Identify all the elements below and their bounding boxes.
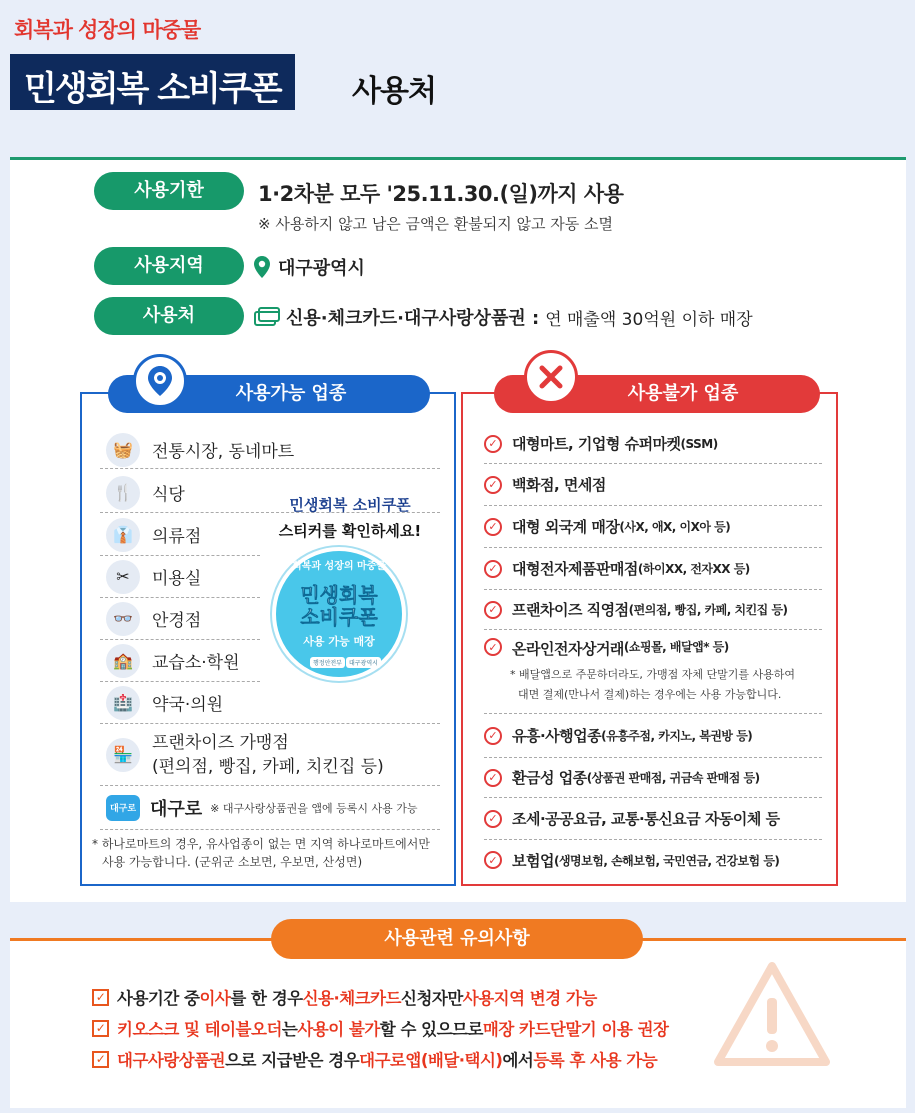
checkbox-icon: ✓	[92, 1051, 109, 1068]
daeguro-label: 대구로	[150, 798, 203, 820]
region-text: 대구광역시	[278, 258, 365, 279]
notice-title: 사용관련 유의사항	[271, 919, 643, 959]
check-circle-icon: ✓	[484, 560, 502, 578]
allowed-badge	[133, 354, 187, 408]
allowed-title: 사용가능 업종	[108, 375, 430, 413]
notice-item: ✓ 사용기간 중 이사 를 한 경우 신용·체크카드 신청자만 사용지역 변경 가능	[92, 985, 597, 1009]
sticker-main: 민생회복 소비쿠폰	[300, 583, 378, 629]
disallowed-item: ✓ 조세·공공요금, 교통·통신요금 자동이체 등	[484, 798, 822, 840]
location-pin-icon	[147, 365, 173, 397]
card-icon	[254, 307, 280, 327]
disallowed-item: ✓ 대형전자제품판매점 (하이XX, 전자XX 등)	[484, 548, 822, 590]
place-label: 사용처	[94, 297, 244, 335]
online-note: * 배달앱으로 주문하더라도, 가맹점 자체 단말기를 사용하여 대면 결제(만나서 결제)하는 경우에는 사용 가능합니다.	[510, 668, 795, 701]
school-icon: 🏫	[106, 644, 140, 678]
location-pin-icon	[254, 256, 270, 278]
franchise-store-icon: 🏪	[106, 738, 140, 772]
period-label: 사용기한	[94, 172, 244, 210]
allowed-item: ✂ 미용실	[100, 556, 260, 598]
notice-item: ✓ 대구사랑상품권 으로 지급받은 경우 대구로앱(배달·택시) 에서 등록 후 사용 가능	[92, 1047, 657, 1071]
mois-logo: 행정안전부	[310, 657, 345, 668]
disallowed-item: ✓ 유흥·사행업종 (유흥주점, 카지노, 복권방 등)	[484, 714, 822, 758]
check-circle-icon: ✓	[484, 638, 502, 656]
daegu-logo: 대구광역시	[346, 657, 381, 668]
period-note: ※ 사용하지 않고 남은 금액은 환불되지 않고 자동 소멸	[258, 215, 614, 233]
daeguro-note: ※ 대구사랑상품권을 앱에 등록시 사용 가능	[210, 801, 418, 815]
clothing-hanger-icon: 👔	[106, 518, 140, 552]
slogan: 회복과 성장의 마중물	[14, 18, 201, 42]
disallowed-item: ✓ 프랜차이즈 직영점 (편의점, 빵집, 카페, 치킨집 등)	[484, 590, 822, 630]
allowed-item: 🏥 약국·의원	[100, 682, 440, 724]
checkbox-icon: ✓	[92, 989, 109, 1006]
allowed-item: 👓 안경점	[100, 598, 260, 640]
notice-item: ✓ 키오스크 및 테이블오더 는 사용이 불가 할 수 있으므로 매장 카드단말기 이용 권장	[92, 1016, 668, 1040]
place-text: 연 매출액 30억원 이하 매장	[545, 309, 753, 330]
daeguro-row	[100, 786, 440, 830]
place-row	[254, 304, 753, 330]
check-circle-icon: ✓	[484, 769, 502, 787]
disallowed-item: ✓ 백화점, 면세점	[484, 464, 822, 506]
sticker-arc-text: 회복과 성장의 마중물	[292, 561, 386, 572]
pharmacy-icon: 🏥	[106, 686, 140, 720]
region-row	[254, 254, 365, 280]
daeguro-app-icon: 대구로	[106, 795, 140, 821]
allowed-item: 👔 의류점	[100, 514, 260, 556]
place-bold: 신용·체크카드·대구사랑상품권 :	[286, 308, 540, 329]
period-text: 1·2차분 모두 '25.11.30.(일)까지 사용	[258, 182, 624, 206]
warning-triangle-icon	[712, 960, 832, 1072]
check-circle-icon: ✓	[484, 435, 502, 453]
check-circle-icon: ✓	[484, 727, 502, 745]
check-circle-icon: ✓	[484, 810, 502, 828]
allowed-item: 🏪 프랜차이즈 가맹점 (편의점, 빵집, 카페, 치킨집 등)	[100, 724, 440, 786]
scissors-icon: ✂	[106, 560, 140, 594]
disallowed-item: ✓ 대형 외국계 매장 (사X, 애X, 이X아 등)	[484, 506, 822, 548]
allowed-item: 🧺 전통시장, 동네마트	[100, 431, 440, 469]
disallowed-title: 사용불가 업종	[494, 375, 820, 413]
sticker-sub: 사용 가능 매장	[303, 635, 375, 648]
check-circle-icon: ✓	[484, 851, 502, 869]
disallowed-item: ✓ 대형마트, 기업형 슈퍼마켓 (SSM)	[484, 424, 822, 464]
sticker-prompt: 민생회복 소비쿠폰 스티커를 확인하세요!	[278, 496, 422, 540]
page-title-suffix: 사용처	[352, 74, 436, 109]
hanaro-note: * 하나로마트의 경우, 유사업종이 없는 면 지역 하나로마트에서만 사용 가능합니다. (군위군 소보면, 우보면, 산성면)	[92, 837, 430, 869]
check-circle-icon: ✓	[484, 476, 502, 494]
allowed-item: 🏫 교습소·학원	[100, 640, 260, 682]
x-mark-icon	[538, 364, 564, 390]
allowed-item: 🍴 식당	[100, 473, 440, 513]
page-title: 민생회복 소비쿠폰	[10, 54, 295, 110]
check-circle-icon: ✓	[484, 518, 502, 536]
checkbox-icon: ✓	[92, 1020, 109, 1037]
disallowed-item: ✓ 환금성 업종 (상품권 판매점, 귀금속 판매점 등)	[484, 758, 822, 798]
region-label: 사용지역	[94, 247, 244, 285]
disallowed-badge	[524, 350, 578, 404]
disallowed-item: ✓ 보험업 (생명보험, 손해보험, 국민연금, 건강보험 등)	[484, 840, 822, 880]
market-basket-icon: 🧺	[106, 433, 140, 467]
header	[0, 0, 915, 160]
check-circle-icon: ✓	[484, 601, 502, 619]
disallowed-item: ✓ 온라인전자상거래 (쇼핑몰, 배달앱* 등)	[484, 630, 822, 714]
coupon-sticker	[272, 547, 406, 681]
restaurant-icon: 🍴	[106, 476, 140, 510]
glasses-icon: 👓	[106, 602, 140, 636]
